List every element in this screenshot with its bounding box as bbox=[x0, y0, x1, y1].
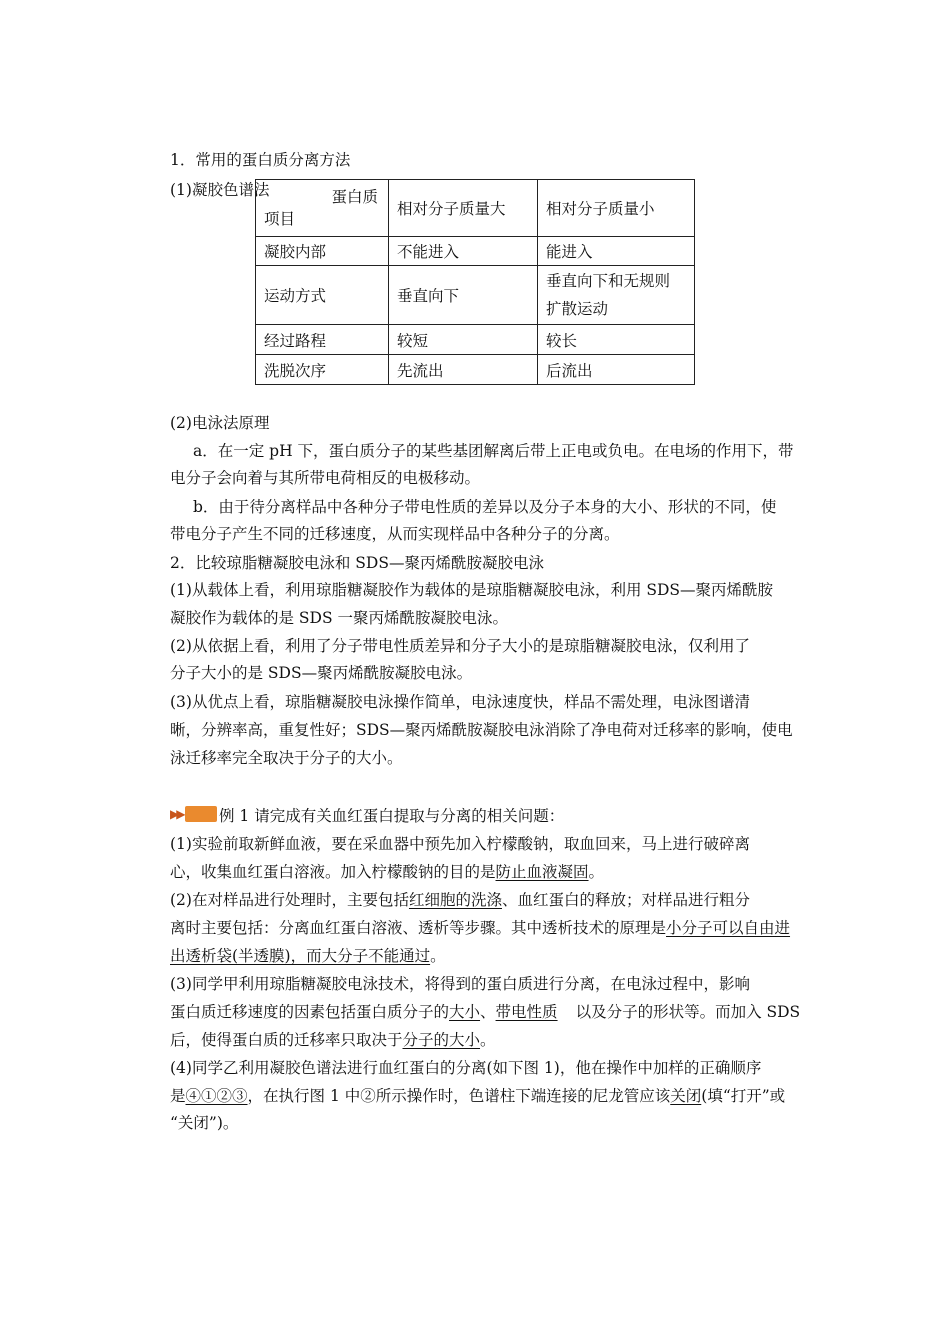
table-cell: 不能进入 bbox=[389, 237, 538, 266]
example-marker-icon bbox=[170, 806, 218, 822]
paragraph-2-2-line1: (2)从依据上看，利用了分子带电性质差异和分子大小的是琼脂糖凝胶电泳，仅利用了 bbox=[170, 637, 750, 655]
table-cell: 运动方式 bbox=[256, 266, 389, 325]
corner-label-protein: 蛋白质 bbox=[331, 188, 378, 206]
corner-label-item: 项目 bbox=[264, 210, 296, 228]
table-header-row bbox=[256, 180, 695, 237]
table-cell: 后流出 bbox=[538, 355, 695, 385]
answer-blank: 分子的大小 bbox=[402, 1031, 481, 1049]
table-cell-line: 扩散运动 bbox=[546, 300, 609, 318]
paragraph-2-1-line1: (1)从载体上看，利用琼脂糖凝胶作为载体的是琼脂糖凝胶电泳，利用 SDS—聚丙烯酰胺 bbox=[170, 581, 774, 599]
double-arrow-icon: ▶▶ bbox=[170, 807, 183, 821]
section-heading-1: 1．常用的蛋白质分离方法 bbox=[170, 151, 351, 169]
paragraph-2-3-line2: 晰，分辨率高，重复性好；SDS—聚丙烯酰胺凝胶电泳消除了净电荷对迁移率的影响，使电 bbox=[170, 721, 793, 739]
question-3-line2: 蛋白质迁移速度的因素包括蛋白质分子的大小、带电性质 以及分子的形状等。而加入 SDS bbox=[170, 1003, 801, 1021]
table-cell: 先流出 bbox=[389, 355, 538, 385]
question-2-line3: 出透析袋(半透膜)，而大分子不能通过。 bbox=[170, 947, 446, 965]
question-1-line1: (1)实验前取新鲜血液，要在采血器中预先加入柠檬酸钠，取血回来，马上进行破碎离 bbox=[170, 835, 750, 853]
subheading-gel-chromatography: (1)凝胶色谱法 bbox=[170, 181, 270, 199]
column-header-large: 相对分子质量大 bbox=[389, 180, 538, 237]
paragraph-a-line1: a．在一定 pH 下，蛋白质分子的某些基团解离后带上正电或负电。在电场的作用下，带 bbox=[193, 442, 794, 460]
answer-blank: 防止血液凝固 bbox=[495, 863, 589, 881]
question-3-line3: 后，使得蛋白质的迁移率只取决于分子的大小。 bbox=[170, 1031, 496, 1049]
question-1-line2: 心，收集血红蛋白溶液。加入柠檬酸钠的目的是防止血液凝固。 bbox=[170, 863, 605, 881]
table-cell: 凝胶内部 bbox=[256, 237, 389, 266]
answer-blank: 红细胞的洗涤 bbox=[408, 891, 502, 909]
paragraph-b-line1: b．由于待分离样品中各种分子带电性质的差异以及分子本身的大小、形状的不同，使 bbox=[193, 498, 777, 516]
answer-blank: ④①②③ bbox=[185, 1087, 248, 1105]
paragraph-b-line2: 带电分子产生不同的迁移速度，从而实现样品中各种分子的分离。 bbox=[170, 525, 620, 543]
paragraph-a-line2: 电分子会向着与其所带电荷相反的电极移动。 bbox=[170, 469, 481, 487]
example-title: 例 1 请完成有关血红蛋白提取与分离的相关问题： bbox=[219, 807, 565, 825]
table-row bbox=[256, 325, 695, 355]
table-cell: 能进入 bbox=[538, 237, 695, 266]
gel-chromatography-table bbox=[255, 179, 695, 385]
table-cell bbox=[538, 266, 695, 325]
table-cell: 洗脱次序 bbox=[256, 355, 389, 385]
answer-blank: 出透析袋(半透膜)，而大分子不能通过 bbox=[170, 947, 431, 965]
paragraph-2-3-line3: 泳迁移率完全取决于分子的大小。 bbox=[170, 749, 403, 767]
table-cell: 较短 bbox=[389, 325, 538, 355]
paragraph-2-1-line2: 凝胶作为载体的是 SDS 一聚丙烯酰胺凝胶电泳。 bbox=[170, 609, 509, 627]
paragraph-2-2-line2: 分子大小的是 SDS—聚丙烯酰胺凝胶电泳。 bbox=[170, 664, 473, 682]
answer-blank: 关闭 bbox=[670, 1087, 702, 1105]
orange-label-box bbox=[185, 806, 217, 822]
answer-blank: 小分子可以自由进 bbox=[666, 919, 791, 937]
table-cell-line: 垂直向下和无规则 bbox=[546, 272, 671, 290]
table-cell: 垂直向下 bbox=[389, 266, 538, 325]
table-row bbox=[256, 266, 695, 325]
paragraph-2-3-line1: (3)从优点上看，琼脂糖凝胶电泳操作简单，电泳速度快，样品不需处理，电泳图谱清 bbox=[170, 693, 750, 711]
subheading-electrophoresis: (2)电泳法原理 bbox=[170, 414, 270, 432]
question-4-line1: (4)同学乙利用凝胶色谱法进行血红蛋白的分离(如下图 1)，他在操作中加样的正确顺序 bbox=[170, 1059, 762, 1077]
question-4-line2: 是④①②③，在执行图 1 中②所示操作时，色谱柱下端连接的尼龙管应该关闭(填“打开”或 bbox=[170, 1087, 786, 1105]
table-cell: 较长 bbox=[538, 325, 695, 355]
table-corner-cell bbox=[256, 180, 389, 237]
answer-blank: 大小 bbox=[449, 1003, 481, 1021]
table-row bbox=[256, 355, 695, 385]
question-3-line1: (3)同学甲利用琼脂糖凝胶电泳技术，将得到的蛋白质进行分离，在电泳过程中，影响 bbox=[170, 975, 750, 993]
section-heading-2: 2．比较琼脂糖凝胶电泳和 SDS—聚丙烯酰胺凝胶电泳 bbox=[170, 554, 544, 572]
question-2-line1: (2)在对样品进行处理时，主要包括红细胞的洗涤、血红蛋白的释放；对样品进行粗分 bbox=[170, 891, 750, 909]
column-header-small: 相对分子质量小 bbox=[538, 180, 695, 237]
question-4-line3: “关闭”)。 bbox=[170, 1114, 239, 1132]
question-2-line2: 离时主要包括：分离血红蛋白溶液、透析等步骤。其中透析技术的原理是小分子可以自由进 bbox=[170, 919, 791, 937]
table-row bbox=[256, 237, 695, 266]
table-cell: 经过路程 bbox=[256, 325, 389, 355]
answer-blank: 带电性质 bbox=[495, 1003, 558, 1021]
